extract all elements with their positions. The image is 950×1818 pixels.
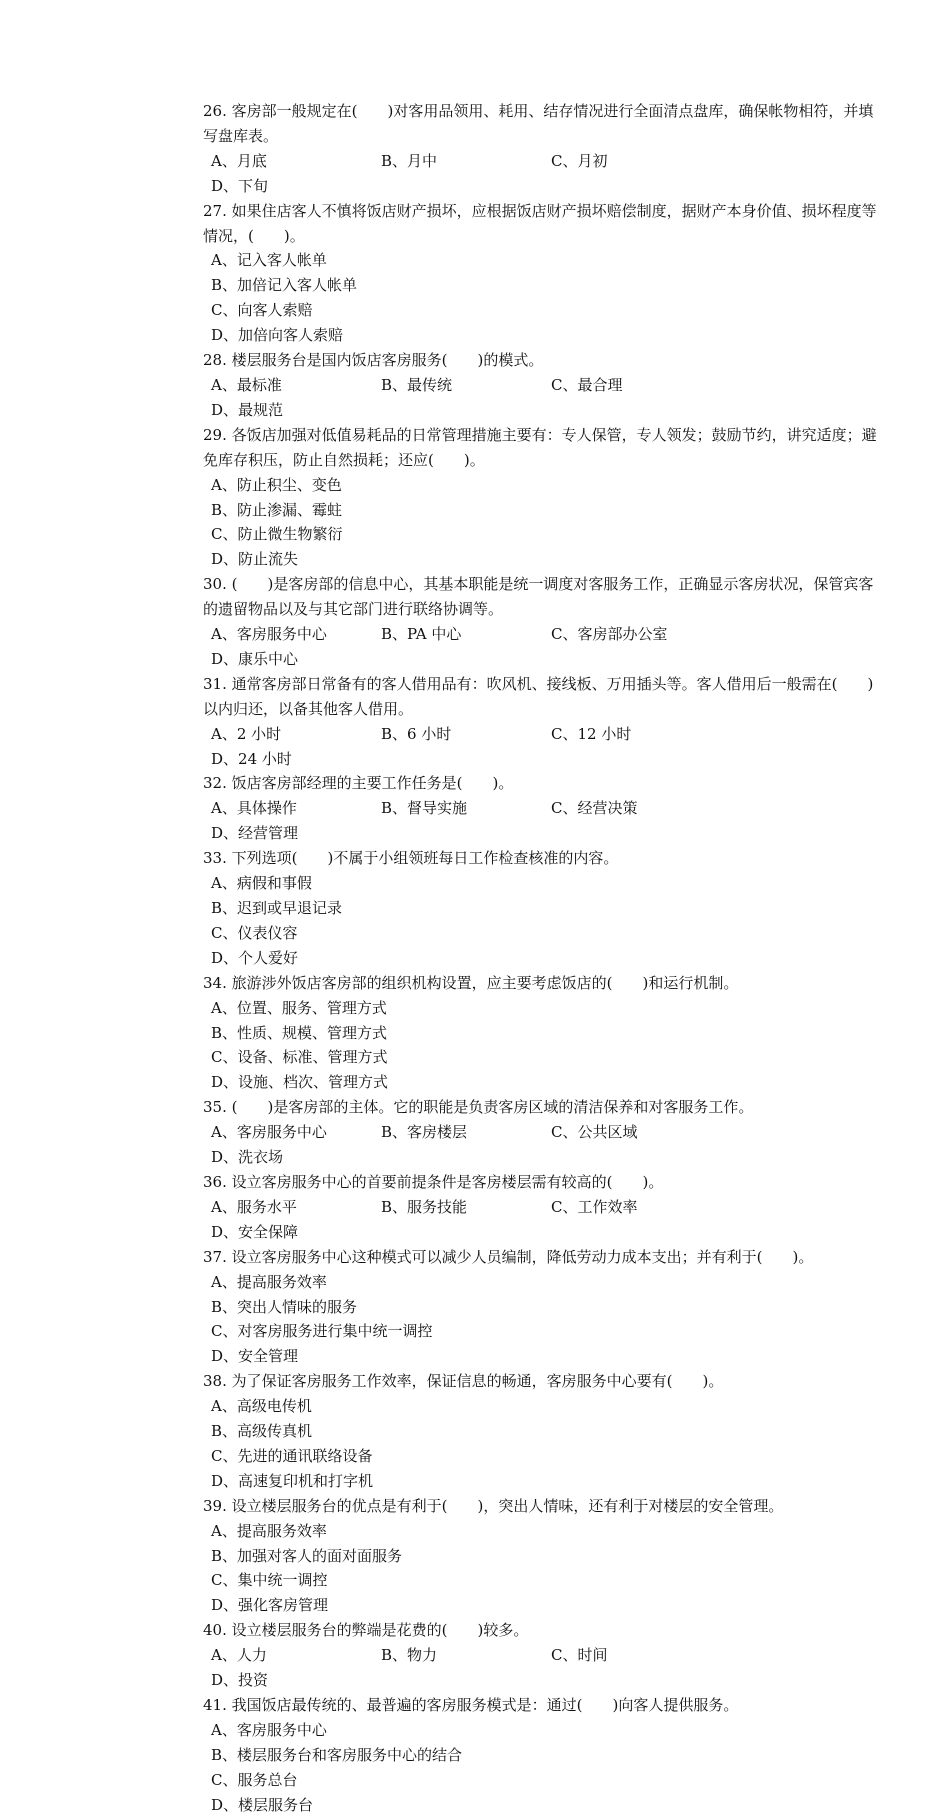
option-c[interactable]: C、12 小时 bbox=[551, 724, 632, 743]
question-block bbox=[203, 1095, 883, 1170]
option-a[interactable]: A、具体操作 bbox=[211, 799, 297, 818]
answer-options bbox=[203, 1643, 883, 1693]
option-a[interactable]: A、提高服务效率 bbox=[211, 1272, 327, 1291]
option-a[interactable]: A、高级电传机 bbox=[211, 1397, 312, 1416]
option-c[interactable]: C、集中统一调控 bbox=[211, 1571, 328, 1590]
option-b[interactable]: B、迟到或早退记录 bbox=[211, 899, 343, 917]
question-stem: 38. 为了保证客房服务工作效率，保证信息的畅通，客房服务中心要有( )。 bbox=[203, 1372, 724, 1391]
option-d[interactable]: D、经营管理 bbox=[211, 824, 299, 843]
option-c[interactable]: C、时间 bbox=[551, 1646, 608, 1665]
option-c[interactable]: C、防止微生物繁衍 bbox=[211, 525, 343, 544]
question-block bbox=[203, 1693, 883, 1818]
option-c[interactable]: C、月初 bbox=[551, 151, 608, 170]
option-a[interactable]: A、月底 bbox=[211, 151, 267, 170]
question-block bbox=[203, 348, 883, 423]
option-b[interactable]: B、楼层服务台和客房服务中心的结合 bbox=[211, 1745, 463, 1764]
option-c[interactable]: C、最合理 bbox=[551, 375, 623, 394]
option-c[interactable]: C、仪表仪容 bbox=[211, 923, 298, 942]
exam-document bbox=[203, 99, 883, 1818]
answer-options bbox=[203, 248, 883, 348]
question-stem: 33. 下列选项( )不属于小组领班每日工作检查核准的内容。 bbox=[203, 849, 619, 868]
question-block bbox=[203, 99, 883, 199]
question-block bbox=[203, 1369, 883, 1494]
option-a[interactable]: A、客房服务中心 bbox=[211, 1720, 327, 1739]
question-block bbox=[203, 199, 883, 348]
question-stem: 39. 设立楼层服务台的优点是有利于( )，突出人情味，还有利于对楼层的安全管理。 bbox=[203, 1496, 784, 1515]
answer-options bbox=[203, 871, 883, 971]
option-b[interactable]: B、PA 中心 bbox=[381, 625, 462, 644]
question-stem: 40. 设立楼层服务台的弊端是花费的( )较多。 bbox=[203, 1621, 529, 1640]
option-c[interactable]: C、客房部办公室 bbox=[551, 625, 668, 644]
option-a[interactable]: A、服务水平 bbox=[211, 1197, 297, 1216]
option-c[interactable]: C、服务总台 bbox=[211, 1770, 298, 1789]
option-d[interactable]: D、强化客房管理 bbox=[211, 1596, 329, 1615]
answer-options bbox=[203, 149, 883, 199]
answer-options bbox=[203, 996, 883, 1096]
option-d[interactable]: D、投资 bbox=[211, 1671, 269, 1690]
option-b[interactable]: B、最传统 bbox=[381, 375, 453, 394]
option-c[interactable]: C、对客房服务进行集中统一调控 bbox=[211, 1322, 433, 1341]
answer-options bbox=[203, 473, 883, 573]
option-a[interactable]: A、记入客人帐单 bbox=[211, 251, 327, 270]
option-a[interactable]: A、最标准 bbox=[211, 375, 282, 394]
answer-options bbox=[203, 1270, 883, 1370]
answer-options bbox=[203, 1195, 883, 1245]
question-stem: 41. 我国饭店最传统的、最普遍的客房服务模式是：通过( )向客人提供服务。 bbox=[203, 1696, 739, 1714]
answer-options bbox=[203, 1718, 883, 1818]
question-stem: 29. 各饭店加强对低值易耗品的日常管理措施主要有：专人保管，专人领发；鼓励节约，讲究适度；避免库存积压，防止自然损耗；还应( )。 bbox=[203, 425, 877, 469]
question-block bbox=[203, 1494, 883, 1619]
option-a[interactable]: A、病假和事假 bbox=[211, 874, 312, 893]
option-d[interactable]: D、安全管理 bbox=[211, 1347, 299, 1366]
question-block bbox=[203, 1618, 883, 1693]
option-b[interactable]: B、防止渗漏、霉蛀 bbox=[211, 500, 343, 519]
option-b[interactable]: B、服务技能 bbox=[381, 1197, 468, 1216]
question-stem: 34. 旅游涉外饭店客房部的组织机构设置，应主要考虑饭店的( )和运行机制。 bbox=[203, 973, 739, 992]
option-c[interactable]: C、向客人索赔 bbox=[211, 301, 313, 320]
question-block bbox=[203, 572, 883, 672]
option-d[interactable]: D、设施、档次、管理方式 bbox=[211, 1073, 389, 1092]
option-b[interactable]: B、性质、规模、管理方式 bbox=[211, 1023, 388, 1042]
question-stem: 26. 客房部一般规定在( )对客用品领用、耗用、结存情况进行全面清点盘库，确保帐物相符，并填写盘库表。 bbox=[203, 102, 874, 145]
option-c[interactable]: C、公共区域 bbox=[551, 1123, 638, 1142]
answer-options bbox=[203, 796, 883, 846]
question-stem: 28. 楼层服务台是国内饭店客房服务( )的模式。 bbox=[203, 351, 544, 370]
option-b[interactable]: B、督导实施 bbox=[381, 799, 468, 818]
question-block bbox=[203, 672, 883, 772]
option-d[interactable]: D、安全保障 bbox=[211, 1222, 299, 1241]
option-a[interactable]: A、客房服务中心 bbox=[211, 625, 327, 644]
option-a[interactable]: A、2 小时 bbox=[211, 724, 282, 743]
answer-options bbox=[203, 373, 883, 423]
option-d[interactable]: D、康乐中心 bbox=[211, 649, 299, 668]
question-block bbox=[203, 423, 883, 572]
option-d[interactable]: D、下旬 bbox=[211, 176, 269, 195]
option-d[interactable]: D、最规范 bbox=[211, 400, 284, 419]
option-c[interactable]: C、经营决策 bbox=[551, 799, 638, 818]
question-stem: 36. 设立客房服务中心的首要前提条件是客房楼层需有较高的( )。 bbox=[203, 1172, 664, 1191]
option-c[interactable]: C、先进的通讯联络设备 bbox=[211, 1446, 373, 1465]
option-b[interactable]: B、6 小时 bbox=[381, 724, 452, 743]
question-stem: 31. 通常客房部日常备有的客人借用品有：吹风机、接线板、万用插头等。客人借用后一般需在( )以内归还，以备其他客人借用。 bbox=[203, 674, 874, 718]
question-stem: 37. 设立客房服务中心这种模式可以减少人员编制，降低劳动力成本支出；并有利于( )。 bbox=[203, 1247, 814, 1266]
option-a[interactable]: A、人力 bbox=[211, 1646, 267, 1665]
option-b[interactable]: B、月中 bbox=[381, 151, 438, 170]
option-d[interactable]: D、个人爱好 bbox=[211, 948, 299, 967]
option-b[interactable]: B、客房楼层 bbox=[381, 1123, 468, 1142]
question-block bbox=[203, 1170, 883, 1245]
question-block bbox=[203, 771, 883, 846]
question-stem: 27. 如果住店客人不慎将饭店财产损坏，应根据饭店财产损坏赔偿制度，据财产本身价值、损坏程度等情况，( )。 bbox=[203, 201, 877, 245]
option-c[interactable]: C、设备、标准、管理方式 bbox=[211, 1048, 388, 1067]
question-stem: 30. ( )是客房部的信息中心，其基本职能是统一调度对客服务工作，正确显示客房状况，保管宾客的遗留物品以及与其它部门进行联络协调等。 bbox=[203, 575, 874, 619]
option-d[interactable]: D、24 小时 bbox=[211, 749, 292, 768]
option-d[interactable]: D、防止流失 bbox=[211, 550, 299, 569]
option-b[interactable]: B、突出人情味的服务 bbox=[211, 1297, 358, 1316]
answer-options bbox=[203, 622, 883, 672]
option-b[interactable]: B、物力 bbox=[381, 1646, 438, 1665]
option-d[interactable]: D、加倍向客人索赔 bbox=[211, 326, 344, 345]
option-d[interactable]: D、洗衣场 bbox=[211, 1148, 284, 1167]
option-a[interactable]: A、客房服务中心 bbox=[211, 1123, 327, 1142]
option-d[interactable]: D、楼层服务台 bbox=[211, 1795, 314, 1814]
question-block bbox=[203, 971, 883, 1096]
option-b[interactable]: B、高级传真机 bbox=[211, 1422, 313, 1441]
question-block bbox=[203, 846, 883, 971]
option-a[interactable]: A、位置、服务、管理方式 bbox=[211, 998, 387, 1017]
option-b[interactable]: B、加强对客人的面对面服务 bbox=[211, 1546, 403, 1565]
answer-options bbox=[203, 1519, 883, 1619]
answer-options bbox=[203, 1394, 883, 1494]
option-a[interactable]: A、提高服务效率 bbox=[211, 1521, 327, 1540]
option-b[interactable]: B、加倍记入客人帐单 bbox=[211, 276, 358, 295]
option-a[interactable]: A、防止积尘、变色 bbox=[211, 475, 342, 494]
answer-options bbox=[203, 722, 883, 772]
question-stem: 32. 饭店客房部经理的主要工作任务是( )。 bbox=[203, 774, 514, 793]
question-block bbox=[203, 1245, 883, 1370]
option-c[interactable]: C、工作效率 bbox=[551, 1197, 638, 1216]
option-d[interactable]: D、高速复印机和打字机 bbox=[211, 1471, 374, 1490]
answer-options bbox=[203, 1120, 883, 1170]
question-stem: 35. ( )是客房部的主体。它的职能是负责客房区域的清洁保养和对客服务工作。 bbox=[203, 1098, 754, 1117]
